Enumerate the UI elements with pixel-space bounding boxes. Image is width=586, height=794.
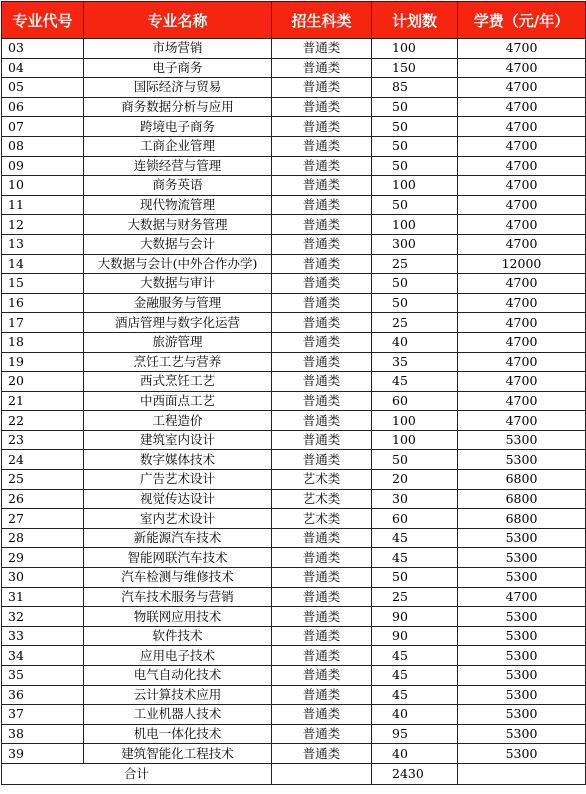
plan-count-cell: 50 bbox=[372, 274, 458, 294]
major-name-cell: 汽车技术服务与营销 bbox=[84, 587, 272, 607]
major-name-cell: 大数据与会计(中外合作办学) bbox=[84, 254, 272, 274]
table-row bbox=[2, 548, 586, 568]
table-row bbox=[2, 293, 586, 313]
plan-count-cell: 90 bbox=[372, 626, 458, 646]
major-code-cell: 18 bbox=[2, 332, 84, 352]
table-row bbox=[2, 195, 586, 215]
major-name-cell: 室内艺术设计 bbox=[84, 509, 272, 529]
major-name-cell: 商务英语 bbox=[84, 176, 272, 196]
table-row bbox=[2, 685, 586, 705]
plan-count-cell: 50 bbox=[372, 293, 458, 313]
major-code-cell: 36 bbox=[2, 685, 84, 705]
plan-count-cell: 100 bbox=[372, 430, 458, 450]
total-plan: 2430 bbox=[372, 763, 458, 784]
major-name-cell: 新能源汽车技术 bbox=[84, 528, 272, 548]
tuition-cell: 5300 bbox=[458, 528, 586, 548]
major-name-cell: 中西面点工艺 bbox=[84, 391, 272, 411]
category-cell: 普通类 bbox=[272, 195, 372, 215]
major-code-cell: 12 bbox=[2, 215, 84, 235]
table-row bbox=[2, 332, 586, 352]
table-row bbox=[2, 489, 586, 509]
tuition-cell: 5300 bbox=[458, 646, 586, 666]
major-name-cell: 大数据与会计 bbox=[84, 234, 272, 254]
table-row bbox=[2, 176, 586, 196]
table-row bbox=[2, 724, 586, 744]
major-name-cell: 云计算技术应用 bbox=[84, 685, 272, 705]
category-cell: 普通类 bbox=[272, 430, 372, 450]
table-row bbox=[2, 391, 586, 411]
major-code-cell: 24 bbox=[2, 450, 84, 470]
category-cell: 普通类 bbox=[272, 117, 372, 137]
category-cell: 普通类 bbox=[272, 234, 372, 254]
table-row bbox=[2, 626, 586, 646]
table-row bbox=[2, 587, 586, 607]
tuition-cell: 4700 bbox=[458, 352, 586, 372]
major-name-cell: 国际经济与贸易 bbox=[84, 78, 272, 98]
plan-count-cell: 100 bbox=[372, 176, 458, 196]
table-row bbox=[2, 744, 586, 764]
category-cell: 普通类 bbox=[272, 136, 372, 156]
major-name-cell: 商务数据分析与应用 bbox=[84, 97, 272, 117]
table-row bbox=[2, 666, 586, 686]
tuition-cell: 6800 bbox=[458, 509, 586, 529]
major-name-cell: 工业机器人技术 bbox=[84, 705, 272, 725]
tuition-cell: 5300 bbox=[458, 666, 586, 686]
category-cell: 普通类 bbox=[272, 391, 372, 411]
plan-count-cell: 45 bbox=[372, 548, 458, 568]
table-row bbox=[2, 254, 586, 274]
plan-count-cell: 35 bbox=[372, 352, 458, 372]
tuition-cell: 4700 bbox=[458, 587, 586, 607]
major-name-cell: 现代物流管理 bbox=[84, 195, 272, 215]
tuition-cell: 5300 bbox=[458, 626, 586, 646]
major-code-cell: 28 bbox=[2, 528, 84, 548]
tuition-cell: 4700 bbox=[458, 274, 586, 294]
major-name-cell: 广告艺术设计 bbox=[84, 470, 272, 490]
major-name-cell: 应用电子技术 bbox=[84, 646, 272, 666]
category-cell: 普通类 bbox=[272, 39, 372, 59]
table-row bbox=[2, 136, 586, 156]
major-code-cell: 21 bbox=[2, 391, 84, 411]
category-cell: 艺术类 bbox=[272, 470, 372, 490]
category-cell: 艺术类 bbox=[272, 489, 372, 509]
table-row bbox=[2, 97, 586, 117]
table-row bbox=[2, 117, 586, 137]
tuition-cell: 6800 bbox=[458, 489, 586, 509]
plan-count-cell: 40 bbox=[372, 705, 458, 725]
major-name-cell: 工程造价 bbox=[84, 411, 272, 431]
major-code-cell: 16 bbox=[2, 293, 84, 313]
major-code-cell: 05 bbox=[2, 78, 84, 98]
major-code-cell: 26 bbox=[2, 489, 84, 509]
major-code-cell: 17 bbox=[2, 313, 84, 333]
header-row bbox=[2, 2, 586, 39]
category-cell: 普通类 bbox=[272, 568, 372, 588]
category-cell: 普通类 bbox=[272, 705, 372, 725]
major-name-cell: 连锁经营与管理 bbox=[84, 156, 272, 176]
tuition-cell: 4700 bbox=[458, 195, 586, 215]
major-name-cell: 智能网联汽车技术 bbox=[84, 548, 272, 568]
tuition-cell: 4700 bbox=[458, 411, 586, 431]
category-cell: 普通类 bbox=[272, 58, 372, 78]
major-name-cell: 物联网应用技术 bbox=[84, 607, 272, 627]
plan-count-cell: 45 bbox=[372, 685, 458, 705]
plan-count-cell: 25 bbox=[372, 587, 458, 607]
plan-count-cell: 50 bbox=[372, 97, 458, 117]
major-name-cell: 电气自动化技术 bbox=[84, 666, 272, 686]
major-name-cell: 旅游管理 bbox=[84, 332, 272, 352]
tuition-cell: 5300 bbox=[458, 744, 586, 764]
major-name-cell: 烹饪工艺与营养 bbox=[84, 352, 272, 372]
plan-count-cell: 40 bbox=[372, 332, 458, 352]
category-cell: 普通类 bbox=[272, 411, 372, 431]
category-cell: 普通类 bbox=[272, 274, 372, 294]
major-code-cell: 35 bbox=[2, 666, 84, 686]
major-name-cell: 汽车检测与维修技术 bbox=[84, 568, 272, 588]
major-code-cell: 11 bbox=[2, 195, 84, 215]
tuition-cell: 5300 bbox=[458, 685, 586, 705]
table-row bbox=[2, 646, 586, 666]
major-code-cell: 14 bbox=[2, 254, 84, 274]
major-code-cell: 23 bbox=[2, 430, 84, 450]
plan-count-cell: 50 bbox=[372, 450, 458, 470]
major-name-cell: 工商企业管理 bbox=[84, 136, 272, 156]
major-code-cell: 33 bbox=[2, 626, 84, 646]
major-code-cell: 32 bbox=[2, 607, 84, 627]
plan-count-cell: 50 bbox=[372, 156, 458, 176]
plan-count-cell: 45 bbox=[372, 646, 458, 666]
category-cell: 普通类 bbox=[272, 352, 372, 372]
plan-count-cell: 45 bbox=[372, 372, 458, 392]
plan-count-cell: 25 bbox=[372, 313, 458, 333]
tuition-cell: 12000 bbox=[458, 254, 586, 274]
major-code-cell: 08 bbox=[2, 136, 84, 156]
tuition-cell: 4700 bbox=[458, 372, 586, 392]
major-name-cell: 市场营销 bbox=[84, 39, 272, 59]
table-row bbox=[2, 156, 586, 176]
category-cell: 普通类 bbox=[272, 626, 372, 646]
major-code-cell: 31 bbox=[2, 587, 84, 607]
major-code-cell: 04 bbox=[2, 58, 84, 78]
tuition-cell: 4700 bbox=[458, 176, 586, 196]
plan-count-cell: 50 bbox=[372, 136, 458, 156]
major-code-cell: 15 bbox=[2, 274, 84, 294]
major-code-cell: 30 bbox=[2, 568, 84, 588]
table-row bbox=[2, 58, 586, 78]
plan-count-cell: 300 bbox=[372, 234, 458, 254]
tuition-cell: 4700 bbox=[458, 58, 586, 78]
category-cell: 普通类 bbox=[272, 646, 372, 666]
category-cell: 普通类 bbox=[272, 156, 372, 176]
tuition-cell: 4700 bbox=[458, 293, 586, 313]
tuition-cell: 5300 bbox=[458, 568, 586, 588]
category-cell: 普通类 bbox=[272, 587, 372, 607]
plan-count-cell: 25 bbox=[372, 254, 458, 274]
tuition-cell: 4700 bbox=[458, 97, 586, 117]
plan-count-cell: 50 bbox=[372, 568, 458, 588]
tuition-cell: 4700 bbox=[458, 136, 586, 156]
major-name-cell: 软件技术 bbox=[84, 626, 272, 646]
major-code-cell: 38 bbox=[2, 724, 84, 744]
major-code-cell: 03 bbox=[2, 39, 84, 59]
table-row bbox=[2, 78, 586, 98]
table-row bbox=[2, 450, 586, 470]
category-cell: 艺术类 bbox=[272, 509, 372, 529]
major-code-cell: 20 bbox=[2, 372, 84, 392]
table-row bbox=[2, 470, 586, 490]
major-name-cell: 建筑室内设计 bbox=[84, 430, 272, 450]
plan-count-cell: 100 bbox=[372, 39, 458, 59]
major-name-cell: 大数据与审计 bbox=[84, 274, 272, 294]
total-row bbox=[2, 763, 586, 784]
plan-count-cell: 100 bbox=[372, 215, 458, 235]
plan-count-cell: 20 bbox=[372, 470, 458, 490]
plan-count-cell: 90 bbox=[372, 607, 458, 627]
tuition-cell: 4700 bbox=[458, 215, 586, 235]
tuition-cell: 6800 bbox=[458, 470, 586, 490]
major-name-cell: 金融服务与管理 bbox=[84, 293, 272, 313]
tuition-cell: 4700 bbox=[458, 39, 586, 59]
category-cell: 普通类 bbox=[272, 97, 372, 117]
header-plan-count: 计划数 bbox=[372, 2, 458, 39]
table-body bbox=[2, 39, 586, 764]
major-code-cell: 07 bbox=[2, 117, 84, 137]
major-code-cell: 34 bbox=[2, 646, 84, 666]
tuition-cell: 4700 bbox=[458, 332, 586, 352]
plan-count-cell: 50 bbox=[372, 195, 458, 215]
tuition-cell: 4700 bbox=[458, 117, 586, 137]
major-code-cell: 06 bbox=[2, 97, 84, 117]
major-code-cell: 37 bbox=[2, 705, 84, 725]
plan-count-cell: 45 bbox=[372, 528, 458, 548]
table-row bbox=[2, 430, 586, 450]
category-cell: 普通类 bbox=[272, 607, 372, 627]
major-name-cell: 电子商务 bbox=[84, 58, 272, 78]
major-code-cell: 19 bbox=[2, 352, 84, 372]
plan-count-cell: 40 bbox=[372, 744, 458, 764]
category-cell: 普通类 bbox=[272, 176, 372, 196]
table-row bbox=[2, 39, 586, 59]
table-row bbox=[2, 313, 586, 333]
table-row bbox=[2, 411, 586, 431]
category-cell: 普通类 bbox=[272, 528, 372, 548]
total-empty-fee bbox=[458, 763, 586, 784]
table-row bbox=[2, 509, 586, 529]
header-major-code: 专业代号 bbox=[2, 2, 84, 39]
category-cell: 普通类 bbox=[272, 254, 372, 274]
tuition-cell: 4700 bbox=[458, 234, 586, 254]
plan-count-cell: 30 bbox=[372, 489, 458, 509]
major-code-cell: 29 bbox=[2, 548, 84, 568]
tuition-cell: 5300 bbox=[458, 548, 586, 568]
major-code-cell: 13 bbox=[2, 234, 84, 254]
header-category: 招生科类 bbox=[272, 2, 372, 39]
table-row bbox=[2, 352, 586, 372]
major-code-cell: 25 bbox=[2, 470, 84, 490]
category-cell: 普通类 bbox=[272, 293, 372, 313]
tuition-cell: 5300 bbox=[458, 450, 586, 470]
major-name-cell: 西式烹饪工艺 bbox=[84, 372, 272, 392]
total-label: 合计 bbox=[2, 763, 272, 784]
category-cell: 普通类 bbox=[272, 450, 372, 470]
tuition-cell: 4700 bbox=[458, 78, 586, 98]
tuition-cell: 5300 bbox=[458, 607, 586, 627]
tuition-cell: 4700 bbox=[458, 313, 586, 333]
header-tuition: 学费（元/年） bbox=[458, 2, 586, 39]
total-empty-category bbox=[272, 763, 372, 784]
category-cell: 普通类 bbox=[272, 313, 372, 333]
major-name-cell: 机电一体化技术 bbox=[84, 724, 272, 744]
major-name-cell: 酒店管理与数字化运营 bbox=[84, 313, 272, 333]
plan-count-cell: 60 bbox=[372, 509, 458, 529]
table-row bbox=[2, 215, 586, 235]
plan-count-cell: 85 bbox=[372, 78, 458, 98]
major-name-cell: 大数据与财务管理 bbox=[84, 215, 272, 235]
tuition-cell: 5300 bbox=[458, 430, 586, 450]
tuition-cell: 5300 bbox=[458, 705, 586, 725]
major-name-cell: 视觉传达设计 bbox=[84, 489, 272, 509]
major-code-cell: 22 bbox=[2, 411, 84, 431]
plan-count-cell: 150 bbox=[372, 58, 458, 78]
major-code-cell: 27 bbox=[2, 509, 84, 529]
table-row bbox=[2, 705, 586, 725]
tuition-cell: 4700 bbox=[458, 156, 586, 176]
table-row bbox=[2, 568, 586, 588]
major-name-cell: 数字媒体技术 bbox=[84, 450, 272, 470]
category-cell: 普通类 bbox=[272, 724, 372, 744]
plan-count-cell: 45 bbox=[372, 666, 458, 686]
table-row bbox=[2, 607, 586, 627]
category-cell: 普通类 bbox=[272, 666, 372, 686]
category-cell: 普通类 bbox=[272, 685, 372, 705]
category-cell: 普通类 bbox=[272, 372, 372, 392]
plan-count-cell: 60 bbox=[372, 391, 458, 411]
table-row bbox=[2, 372, 586, 392]
major-name-cell: 跨境电子商务 bbox=[84, 117, 272, 137]
tuition-cell: 5300 bbox=[458, 724, 586, 744]
plan-count-cell: 50 bbox=[372, 117, 458, 137]
category-cell: 普通类 bbox=[272, 78, 372, 98]
major-code-cell: 39 bbox=[2, 744, 84, 764]
category-cell: 普通类 bbox=[272, 744, 372, 764]
table-row bbox=[2, 234, 586, 254]
major-name-cell: 建筑智能化工程技术 bbox=[84, 744, 272, 764]
category-cell: 普通类 bbox=[272, 332, 372, 352]
table-row bbox=[2, 528, 586, 548]
plan-count-cell: 95 bbox=[372, 724, 458, 744]
tuition-cell: 4700 bbox=[458, 391, 586, 411]
plan-count-cell: 100 bbox=[372, 411, 458, 431]
major-code-cell: 09 bbox=[2, 156, 84, 176]
category-cell: 普通类 bbox=[272, 548, 372, 568]
enrollment-plan-table bbox=[1, 1, 586, 785]
category-cell: 普通类 bbox=[272, 215, 372, 235]
header-major-name: 专业名称 bbox=[84, 2, 272, 39]
major-code-cell: 10 bbox=[2, 176, 84, 196]
table-row bbox=[2, 274, 586, 294]
